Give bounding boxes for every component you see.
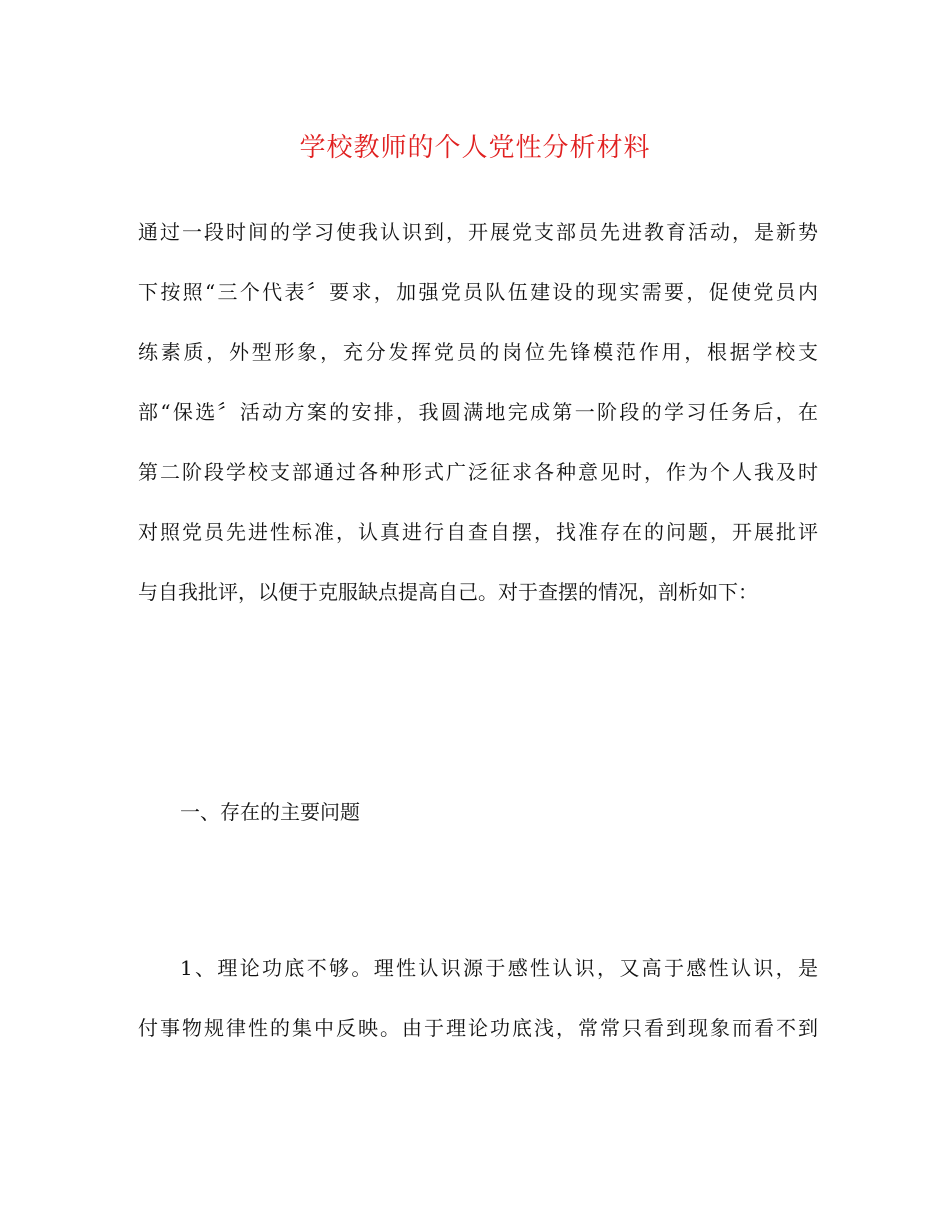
paragraph-line: 对照党员先进性标准，认真进行自查自摆，找准存在的问题，开展批评: [138, 520, 818, 544]
paragraph-line: 付事物规律性的集中反映。由于理论功底浅，常常只看到现象而看不到: [138, 1016, 818, 1040]
paragraph-line: 通过一段时间的学习使我认识到，开展党支部员先进教育活动，是新势: [138, 220, 818, 244]
document-title: 学校教师的个人党性分析材料: [299, 133, 651, 163]
paragraph-problem-1: [138, 938, 818, 1058]
paragraph-line: 下按照“三个代表〞要求，加强党员队伍建设的现实需要，促使党员内: [138, 280, 818, 304]
paragraph-line: 练素质，外型形象，充分发挥党员的岗位先锋模范作用，根据学校支: [138, 340, 818, 364]
paragraph-line: 1、理论功底不够。理性认识源于感性认识，又高于感性认识，是: [180, 956, 818, 980]
section-heading: 一、存在的主要问题: [180, 800, 360, 824]
paragraph-line: 与自我批评，以便于克服缺点提高自己。对于查摆的情况，剖析如下：: [138, 580, 758, 604]
paragraph-intro: [138, 202, 818, 622]
paragraph-line: 部“保选〞活动方案的安排，我圆满地完成第一阶段的学习任务后，在: [138, 400, 818, 424]
paragraph-line: 第二阶段学校支部通过各种形式广泛征求各种意见时，作为个人我及时: [138, 460, 818, 484]
